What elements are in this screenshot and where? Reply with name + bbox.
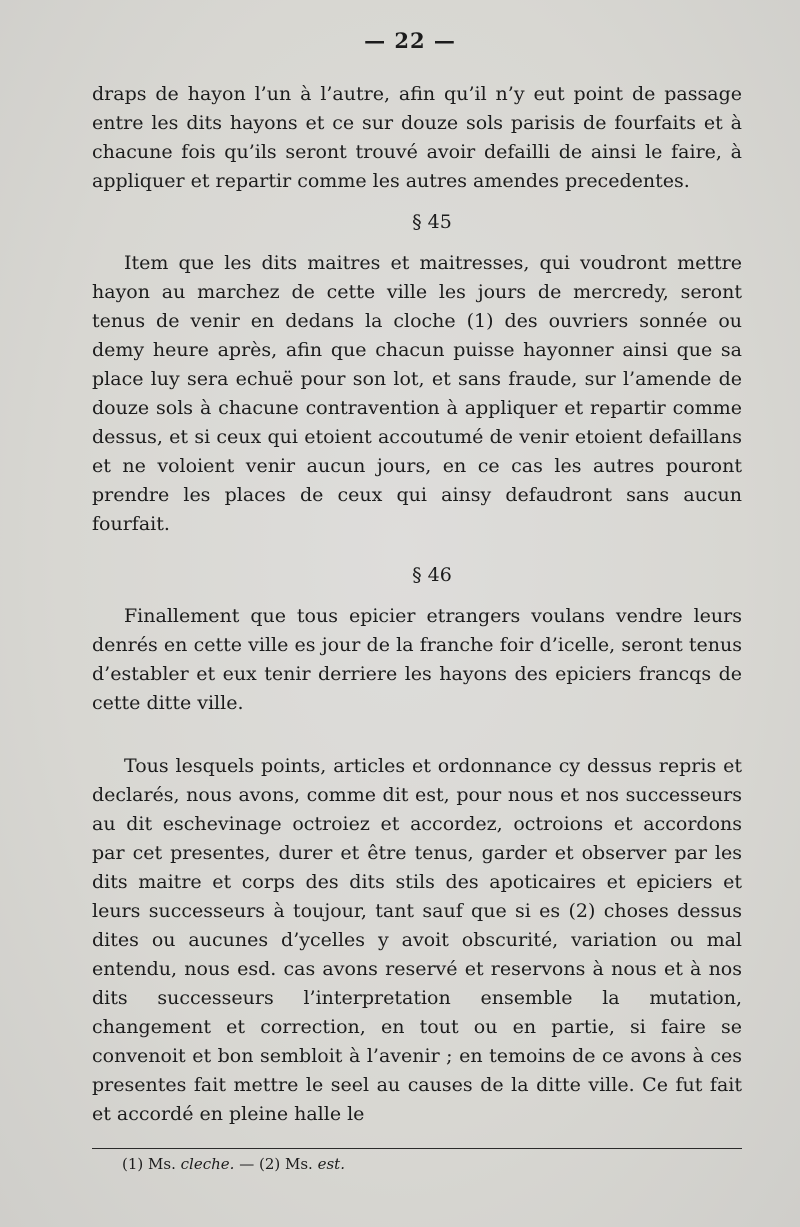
footnote-2-marker: (2) Ms. [258,1155,313,1173]
section-45-text: Item que les dits maitres et maitresses, qui voudront mettre hayon au marchez de cette ville les jours de mercredy, seront tenus de venir en dedans la cloche (1) des ouvriers sonnée ou demy heure après, afin que chacun puisse hayonner ainsi que sa place luy sera echuë pour son lot, et sans fraude, sur l’amende de douze sols à chacune contravention à appliquer et repartir comme dessus, et si ceux qui etoient accoutumé de venir etoient defaillans et ne voloient venir aucun jours, en ce cas les autres pouront prendre les places de ceux qui ainsy defaudront sans aucun fourfait. [92,252,742,535]
paragraph-continuation: draps de hayon l’un à l’autre, afin qu’il n’y eut point de passage entre les dits hayons et ce sur douze sols parisis de fourfaits et à chacune fois qu’ils seront trouvé avoir defailli de ainsi le faire, à appliquer et repartir comme les autres amendes precedentes. [92,83,742,192]
closing-paragraph: Tous lesquels points, articles et ordonnance cy dessus repris et declarés, nous avons, comme dit est, pour nous et nos successeurs au dit eschevinage octroiez et accordez, octroions et accordons par cet presentes, durer et être tenus, garder et observer par les dits maitre et corps des dits stils des apoticaires et epiciers et leurs successeurs à toujour, tant sauf que si es (2) choses dessus dites ou aucunes d’ycelles y avoit obscurité, variation ou mal entendu, nous esd. cas avons reservé et reservons à nous et à nos dits successeurs l’interpretation ensemble la mutation, changement et correction, en tout ou en partie, si faire se convenoit et bon sembloit à l’avenir ; en temoins de ce avons à ces presentes fait mettre le seel au causes de la ditte ville. Ce fut fait et accordé en pleine halle le [92,755,742,1125]
footnotes [122,1153,345,1175]
section-heading-45: § 45 [412,211,452,233]
page-body [92,80,742,1129]
footnote-2-word: est. [317,1155,345,1173]
section-46-text: Finallement que tous epicier etrangers voulans vendre leurs denrés en cette ville es jour de la franche foir d’icelle, seront tenus d’establer et eux tenir derriere les hayons des epiciers francqs de cette ditte ville. [92,605,742,714]
footnote-1-marker: (1) Ms. [122,1155,176,1173]
footnote-1-word: cleche. [180,1155,235,1173]
page-number: — 22 — [364,28,456,53]
footnote-separator: — [239,1155,255,1173]
footnote-divider [92,1148,742,1149]
section-heading-46: § 46 [412,564,452,586]
